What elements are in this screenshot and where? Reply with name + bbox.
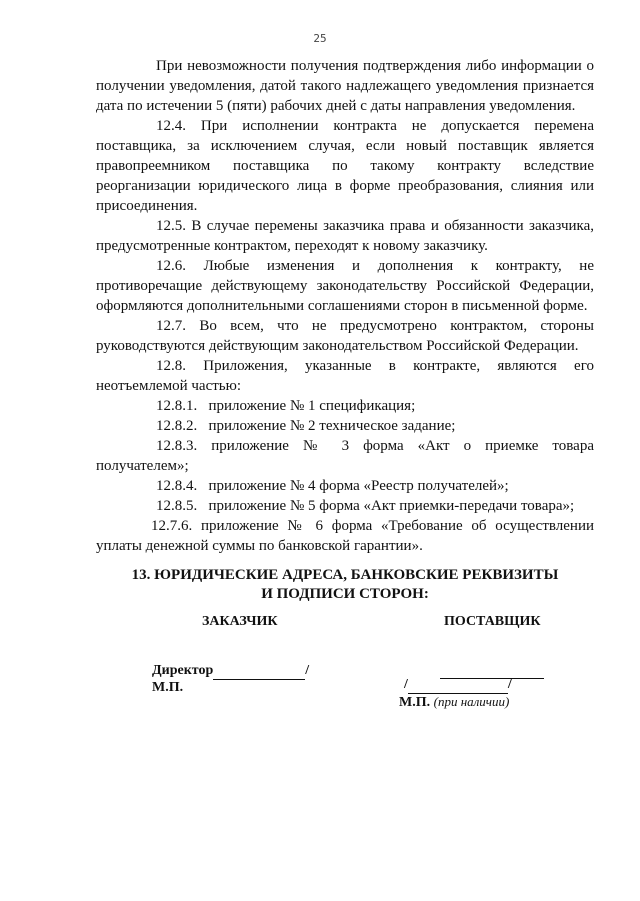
supplier-stamp-label: М.П.: [399, 695, 431, 710]
section-heading-line1: 13. ЮРИДИЧЕСКИЕ АДРЕСА, БАНКОВСКИЕ РЕКВИЗИТЫ: [131, 567, 559, 583]
customer-stamp-label: М.П.: [152, 680, 184, 695]
annex-item-1: 12.8.1. приложение № 1 спецификация;: [156, 398, 416, 414]
supplier-name-line: [404, 677, 512, 694]
supplier-stamp-row: [399, 694, 509, 711]
supplier-stamp-note: (при наличии): [433, 694, 510, 709]
paragraph-12-5: 12.5. В случае перемены заказчика права и обязанности заказчика, предусмотренные контрактом, переходят к новому заказчику.: [96, 218, 594, 254]
supplier-slash-right: /: [507, 677, 512, 692]
paragraph-12-8: 12.8. Приложения, указанные в контракте, являются его неотъемлемой частью:: [96, 358, 594, 394]
annex-item-2: 12.8.2. приложение № 2 техническое задание;: [156, 418, 456, 434]
annex-item-3: 12.8.3. приложение № 3 форма «Акт о приемке товара получателем»;: [96, 438, 594, 474]
customer-signature-blank: [213, 663, 305, 680]
paragraph-12-4: 12.4. При исполнении контракта не допускается перемена поставщика, за исключением случая, если новый поставщик является правопреемником поставщика по такому контракту вследствие реорганизации юридического лица в форме преобразования, слияния или присоединения.: [96, 118, 594, 214]
director-label: Директор: [152, 663, 214, 678]
annex-item-4: 12.8.4. приложение № 4 форма «Реестр получателей»;: [156, 478, 509, 494]
customer-label: ЗАКАЗЧИК: [202, 614, 278, 629]
page-number: 25: [313, 32, 327, 45]
document-body: [96, 56, 594, 556]
customer-slash: /: [305, 663, 310, 678]
supplier-label: ПОСТАВЩИК: [444, 614, 541, 629]
paragraph-12-6: 12.6. Любые изменения и дополнения к контракту, не противоречащие действующему законодательству Российской Федерации, оформляются дополнительными соглашениями сторон в письменной форме.: [96, 258, 594, 314]
section-heading-line2: И ПОДПИСИ СТОРОН:: [261, 586, 429, 602]
paragraph-12-7: 12.7. Во всем, что не предусмотрено контрактом, стороны руководствуются действующим законодательством Российской Федерации.: [96, 318, 594, 354]
supplier-slash-left: /: [404, 677, 408, 692]
annex-item-6: 12.7.6. приложение № 6 форма «Требование об осуществлении уплаты денежной суммы по банковской гарантии».: [96, 518, 594, 554]
customer-signature-line: [152, 663, 309, 680]
supplier-name-blank: [408, 677, 508, 694]
paragraph-notification: При невозможности получения подтверждения либо информации о получении уведомления, датой такого надлежащего уведомления признается дата по истечении 5 (пяти) рабочих дней с даты направления уведомления.: [96, 58, 594, 114]
annex-item-5: 12.8.5. приложение № 5 форма «Акт приемки-передачи товара»;: [156, 498, 575, 514]
